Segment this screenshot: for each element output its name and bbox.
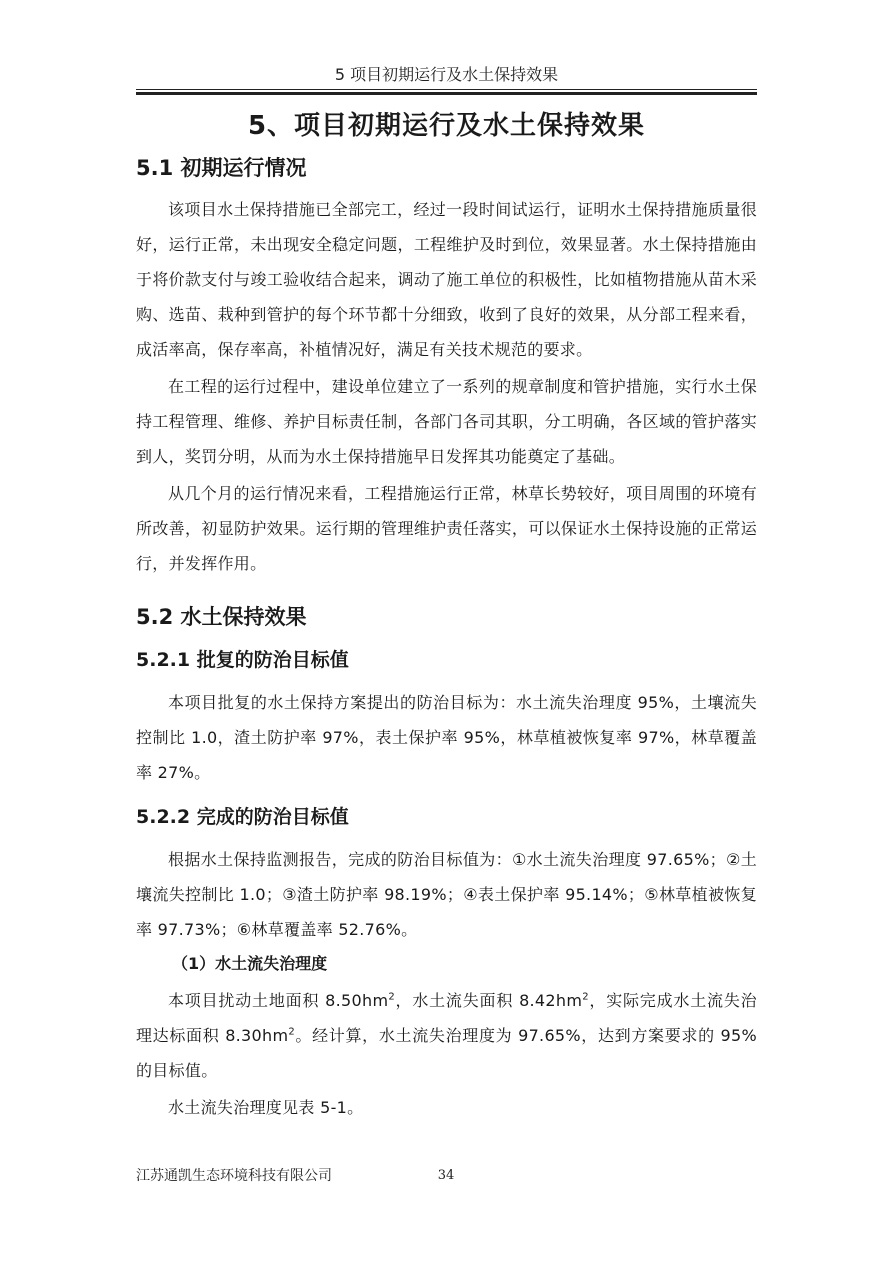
paragraph: 在工程的运行过程中，建设单位建立了一系列的规章制度和管护措施，实行水土保持工程管理、维修、养护目标责任制，各部门各司其职，分工明确，各区域的管护落实到人，奖罚分明，从而为水土保持措施早日发挥其功能奠定了基础。 [136,377,757,466]
section-heading-5-1: 5.1 初期运行情况 [136,156,307,180]
header-rule-thin [136,89,757,90]
paragraph: 该项目水土保持措施已全部完工，经过一段时间试运行，证明水土保持措施质量很好，运行正常，未出现安全稳定问题，工程维护及时到位，效果显著。水土保持措施由于将价款支付与竣工验收结合起来，调动了施工单位的积极性，比如植物措施从苗木采购、选苗、栽种到管护的每个环节都十分细致，收到了良好的效果，从分部工程来看，成活率高，保存率高，补植情况好，满足有关技术规范的要求。 [136,200,757,359]
paragraph: 根据水土保持监测报告，完成的防治目标值为：①水土流失治理度 97.65%；②土壤流失控制比 1.0；③渣土防护率 98.19%；④表土保护率 95.14%；⑤林草植被恢复率 97.73%；⑥林草覆盖率 52.76%。 [136,850,757,939]
page-number: 34 [437,1168,455,1183]
paragraph: 本项目批复的水土保持方案提出的防治目标为：水土流失治理度 95%，土壤流失控制比 1.0，渣土防护率 97%，表土保护率 95%，林草植被恢复率 97%，林草覆盖率 27%。 [136,693,757,782]
superscript: 2 [388,991,395,1003]
superscript: 2 [288,1026,296,1038]
chapter-title: 5、项目初期运行及水土保持效果 [247,111,646,141]
subsection-heading-5-2-2: 5.2.2 完成的防治目标值 [136,806,349,828]
header-rule-thick [136,92,757,95]
paragraph: 从几个月的运行情况来看，工程措施运行正常，林草长势较好，项目周围的环境有所改善，初显防护效果。运行期的管理维护责任落实，可以保证水土保持设施的正常运行，并发挥作用。 [136,484,757,573]
page-content [136,104,757,1127]
footer-company: 江苏通凯生态环境科技有限公司 [136,1168,332,1184]
running-header: 5 项目初期运行及水土保持效果 [334,65,559,84]
text-run: ，水土流失面积 8.42hm [395,991,583,1010]
text-run: ，实际完成水土流失治理达标面积 8.30hm [136,991,757,1045]
item-heading-erosion-control: （1）水土流失治理度 [172,954,328,973]
text-run: 本项目扰动土地面积 8.50hm [168,991,389,1010]
subsection-heading-5-2-1: 5.2.1 批复的防治目标值 [136,649,349,671]
superscript: 2 [582,991,589,1003]
paragraph-erosion-area [136,983,757,1088]
paragraph-table-reference: 水土流失治理度见表 5-1。 [168,1098,364,1117]
section-heading-5-2: 5.2 水土保持效果 [136,605,307,629]
text-run: 。经计算，水土流失治理度为 97.65%，达到方案要求的 95%的目标值。 [136,1026,758,1080]
